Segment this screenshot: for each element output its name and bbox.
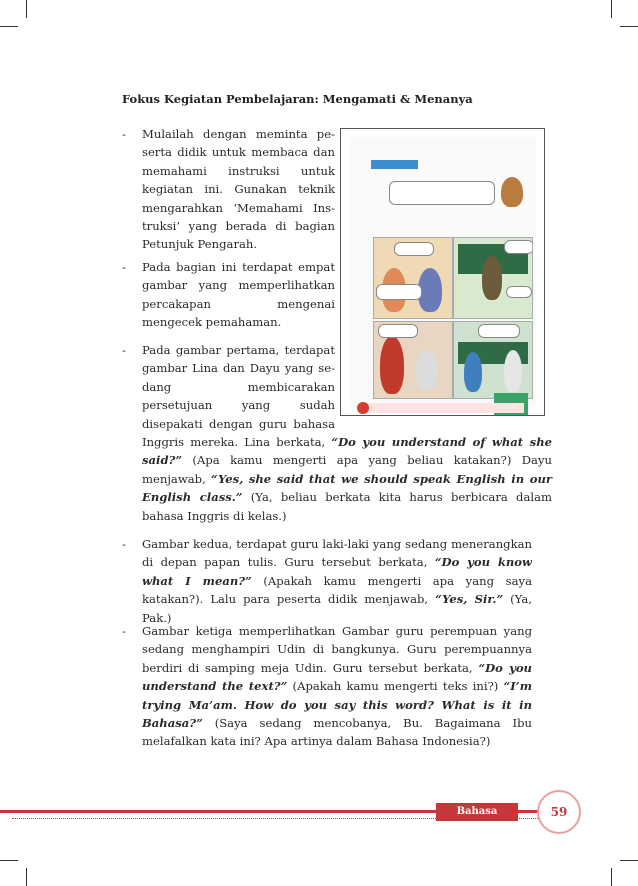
bullet-item	[122, 622, 532, 751]
footer-book-title: Bahasa Inggris	[436, 803, 518, 821]
figure-speech-bubble	[378, 324, 418, 338]
bullet-text-part: (Ya, beliau berkata kita harus berbicara dalam bahasa Inggris di kelas.)	[142, 490, 552, 523]
bullet-text-part: (Apa kamu mengerti apa yang beliau katakan?) Dayu menjawab,	[142, 453, 552, 486]
bullet-text	[142, 535, 532, 627]
figure-panel-4	[453, 321, 533, 399]
bullet-text-part: (Apakah kamu mengerti teks ini?)	[287, 679, 504, 694]
crop-mark	[0, 26, 18, 27]
crop-mark	[0, 860, 18, 861]
figure-panel-2	[453, 237, 533, 319]
figure-speech-bubble	[506, 286, 532, 298]
crop-mark	[620, 26, 638, 27]
bullet-dash: -	[122, 624, 126, 638]
bullet-quote: “Yes, Sir.”	[435, 592, 504, 607]
figure-speech-bubble	[504, 240, 533, 254]
bullet-quote: “I’m trying Ma’am. How do you say this word? What is it in Bahasa?”	[142, 679, 532, 731]
crop-mark	[620, 860, 638, 861]
figure-student-illustration	[464, 352, 482, 392]
bullet-dash: -	[122, 260, 126, 274]
bullet-quote: “Do you understand of what she said?”	[142, 435, 552, 468]
figure-student-illustration	[504, 350, 522, 392]
bullet-text-part: Gambar kedua, terdapat guru laki-laki yang sedang menerangkan di depan papan tulis. Guru tersebut berkata,	[142, 537, 532, 570]
figure-speech-bubble	[376, 284, 422, 300]
figure-panel-1	[373, 237, 453, 319]
figure-teacher-illustration	[482, 256, 502, 300]
crop-mark	[26, 868, 27, 886]
figure-instruction-bubble	[389, 181, 495, 205]
figure-panel-3	[373, 321, 453, 399]
bullet-dash: -	[122, 537, 126, 551]
crop-mark	[611, 868, 612, 886]
bullet-quote: “Do you know what I mean?”	[142, 555, 532, 588]
bullet-text: Pada bagian ini terdapat empat gambar yang memperlihatkan percakapan mengenai mengecek pemahaman.	[142, 260, 335, 330]
textbook-page-figure	[340, 128, 545, 416]
bullet-text-part: Pada gambar pertama, terdapat gambar Lina dan Dayu yang se-dang membicarakan persetujuan yang sudah disepakati dengan guru bahasa Inggris mereka. Lina berkata,	[142, 343, 335, 450]
figure-speech-bubble	[394, 242, 434, 256]
figure-section-tag	[371, 160, 418, 169]
figure-page-number-dot	[357, 402, 369, 414]
figure-page	[349, 137, 536, 407]
page-number: 59	[537, 790, 581, 834]
bullet-item	[122, 258, 335, 332]
figure-student-illustration	[416, 350, 438, 390]
section-heading: Fokus Kegiatan Pembelajaran: Mengamati & Menanya	[122, 92, 473, 106]
bullet-item	[122, 125, 335, 254]
bullet-quote: “Do you understand the text?”	[142, 660, 532, 694]
bullet-quote: “Yes, she said that we should speak English in our English class.”	[142, 471, 552, 505]
bullet-text-part: (Apakah kamu mengerti apa yang saya katakan?). Lalu para peserta didik menjawab,	[142, 573, 532, 607]
bullet-text-part: (Saya sedang mencobanya, Bu. Bagaimana Ibu melafalkan kata ini? Apa artinya dalam Bahasa Indonesia?)	[142, 716, 532, 749]
bullet-dash: -	[122, 127, 126, 141]
bullet-text: Mulailah dengan meminta pe-serta didik untuk membaca dan memahami instruksi untuk kegiatan ini. Gunakan teknik mengarahkan ‘Memahami Ins-truksi’ yang berada di bagian Petunjuk Pengarah.	[142, 127, 335, 252]
crop-mark	[611, 0, 612, 18]
figure-speech-bubble	[478, 324, 520, 338]
figure-teacher-illustration	[380, 336, 404, 394]
bullet-text-part: Gambar ketiga memperlihatkan Gambar guru perempuan yang sedang menghampiri Udin di bangkunya. Guru perempuannya berdiri di samping meja Udin. Guru tersebut berkata,	[142, 624, 532, 675]
figure-footer-band	[361, 403, 524, 413]
bullet-text-part: (Ya, Pak.)	[142, 592, 532, 625]
figure-boy-illustration	[501, 177, 523, 207]
bullet-item	[122, 535, 532, 627]
bullet-dash: -	[122, 343, 126, 357]
crop-mark	[26, 0, 27, 18]
bullet-text	[142, 622, 532, 751]
